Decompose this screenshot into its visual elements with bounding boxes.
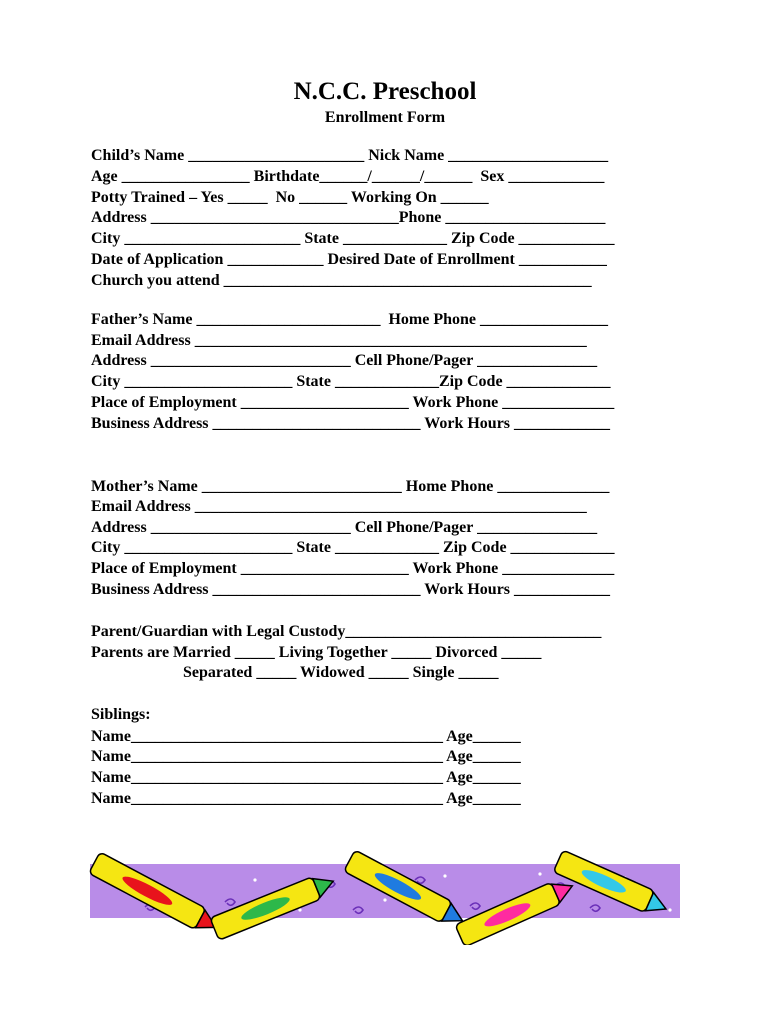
address-phone-line[interactable]: Address _______________________________Phone ____________________	[91, 209, 606, 226]
father-city-line[interactable]: City _____________________ State _____________Zip Code _____________	[91, 373, 611, 390]
church-line[interactable]: Church you attend ______________________________________________	[91, 272, 592, 289]
father-email-line[interactable]: Email Address _________________________________________________	[91, 332, 587, 349]
mother-name-line[interactable]: Mother’s Name _________________________ Home Phone ______________	[91, 478, 610, 495]
sibling-row[interactable]: Name_______________________________________ Age______	[91, 790, 521, 807]
custody-line[interactable]: Parent/Guardian with Legal Custody________________________________	[91, 623, 602, 640]
father-address-line[interactable]: Address _________________________ Cell Phone/Pager _______________	[91, 352, 598, 369]
father-employment-line[interactable]: Place of Employment _____________________ Work Phone ______________	[91, 394, 615, 411]
siblings-heading: Siblings:	[91, 706, 151, 723]
marital-status-line[interactable]: Parents are Married _____ Living Together _____ Divorced _____	[91, 644, 542, 661]
mother-city-line[interactable]: City _____________________ State _____________ Zip Code _____________	[91, 539, 615, 556]
father-business-line[interactable]: Business Address __________________________ Work Hours ____________	[91, 415, 611, 432]
mother-employment-line[interactable]: Place of Employment _____________________ Work Phone ______________	[91, 560, 615, 577]
mother-email-line[interactable]: Email Address _________________________________________________	[91, 498, 587, 515]
sibling-row[interactable]: Name_______________________________________ Age______	[91, 748, 521, 765]
father-name-line[interactable]: Father’s Name _______________________ Home Phone ________________	[91, 311, 608, 328]
form-subtitle: Enrollment Form	[324, 109, 446, 126]
city-state-zip-line[interactable]: City ______________________ State _____________ Zip Code ____________	[91, 230, 615, 247]
child-name-line[interactable]: Child’s Name ______________________ Nick Name ____________________	[91, 147, 609, 164]
form-title: N.C.C. Preschool	[293, 78, 477, 105]
age-birthdate-line[interactable]: Age ________________ Birthdate______/______/______ Sex ____________	[91, 168, 605, 185]
crayon-border-icon	[85, 840, 685, 945]
application-date-line[interactable]: Date of Application ____________ Desired Date of Enrollment ___________	[91, 251, 607, 268]
mother-business-line[interactable]: Business Address __________________________ Work Hours ____________	[91, 581, 611, 598]
marital-status-line-2[interactable]: Separated _____ Widowed _____ Single _____	[183, 664, 499, 681]
sibling-row[interactable]: Name_______________________________________ Age______	[91, 728, 521, 745]
mother-address-line[interactable]: Address _________________________ Cell Phone/Pager _______________	[91, 519, 598, 536]
potty-trained-line[interactable]: Potty Trained – Yes _____ No ______ Working On ______	[91, 189, 489, 206]
sibling-row[interactable]: Name_______________________________________ Age______	[91, 769, 521, 786]
